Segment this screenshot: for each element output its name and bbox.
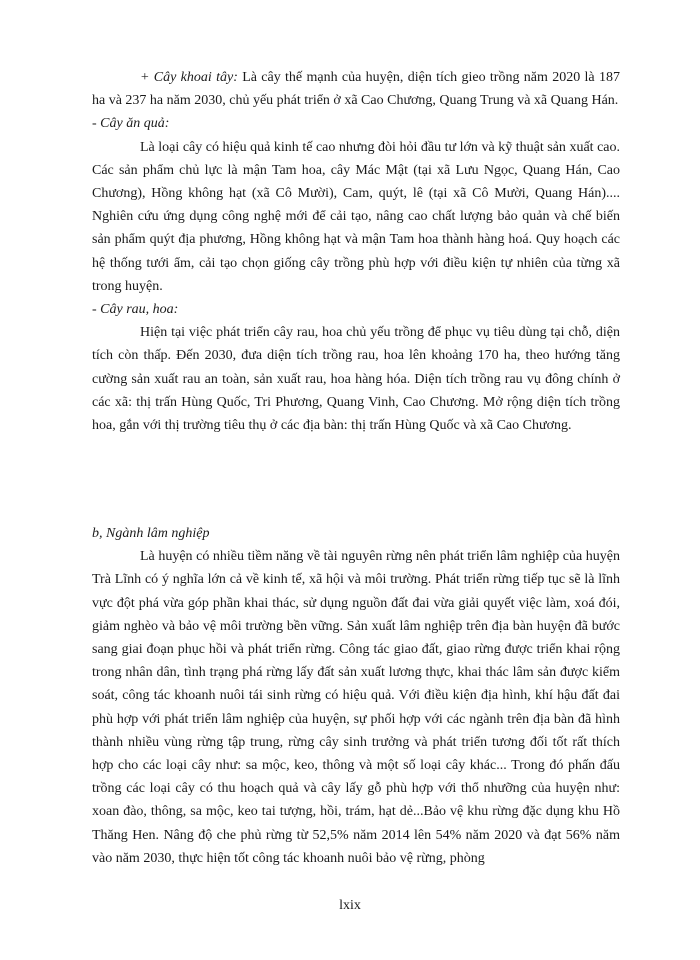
potato-paragraph bbox=[92, 66, 620, 112]
vegetables-paragraph: Hiện tại việc phát triển cây rau, hoa chủ yếu trồng để phục vụ tiêu dùng tại chỗ, diện tích còn thấp. Đến 2030, đưa diện tích trồng rau, hoa lên khoảng 170 ha, theo hướng tăng cường sản xuất rau an toàn, sản xuất rau, hoa hàng hóa. Diện tích trồng rau vụ đông chính ở các xã: thị trấn Hùng Quốc, Tri Phương, Quang Vinh, Cao Chương. Mở rộng diện tích trồng hoa, gắn với thị trường tiêu thụ ở các địa bàn: thị trấn Hùng Quốc và xã Cao Chương. bbox=[92, 325, 620, 434]
vegetables-heading: - Cây rau, hoa: bbox=[92, 302, 179, 318]
forestry-section bbox=[92, 522, 620, 870]
page-number: lxix bbox=[339, 898, 361, 913]
potato-text: Là cây thế mạnh của huyện, diện tích gieo trồng năm 2020 là 187 ha và 237 ha năm 2030, chủ yếu phát triển ở xã Cao Chương, Quang Trung và xã Quang Hán. bbox=[92, 70, 620, 109]
forestry-heading: b, Ngành lâm nghiệp bbox=[92, 526, 210, 541]
fruit-paragraph: Là loại cây có hiệu quả kinh tế cao nhưng đòi hỏi đầu tư lớn và kỹ thuật sản xuất cao. Các sản phẩm chủ lực là mận Tam hoa, cây Mác Mật (tại xã Lưu Ngọc, Quang Hán, Cao Chương), Hồng không hạt (xã Cô Mười), Cam, quýt, lê (tại xã Cô Mười, Quang Hán).... Nghiên cứu ứng dụng công nghệ mới để cải tạo, nâng cao chất lượng bảo quản và chế biến sản phẩm quýt địa phương, Hồng không hạt và mận Tam hoa thành hàng hoá. Quy hoạch các hệ thống tưới ẩm, cải tạo chọn giống cây trồng phù hợp với điều kiện tự nhiên của từng xã trong huyện. bbox=[92, 139, 620, 294]
forestry-paragraph: Là huyện có nhiều tiềm năng về tài nguyên rừng nên phát triển lâm nghiệp của huyện Trà Lĩnh có ý nghĩa lớn cả về kinh tế, xã hội và môi trường. Phát triển rừng tiếp tục sẽ là lĩnh vực đột phá vừa góp phần khai thác, sử dụng nguồn đất đai vừa giải quyết việc làm, xoá đói, giảm nghèo và bảo vệ môi trường bền vững. Sản xuất lâm nghiệp trên địa bàn huyện đã bước sang giai đoạn phục hồi và phát triển rừng. Công tác giao đất, giao rừng được triển khai rộng trong nhân dân, tình trạng phá rừng lấy đất sản xuất lương thực, khai thác lâm sản được kiểm soát, công tác khoanh nuôi tái sinh rừng có hiệu quả. Với điều kiện địa hình, khí hậu đất đai phù hợp với phát triển lâm nghiệp của huyện, sự phối hợp với các ngành trên địa bàn đã hình thành nhiều vùng rừng tập trung, rừng cây sinh trưởng và phát triển tương đối tốt rất thích hợp cho các loại cây như: sa mộc, keo, thông và một số loại cây khác... Trong đó phấn đấu trồng các loại cây có thu hoạch quả và cây lấy gỗ phù hợp với thổ nhưỡng của huyện như: xoan đào, thông, sa mộc, keo tai tượng, hồi, trám, hạt dẻ...Bảo vệ khu rừng đặc dụng khu Hồ Thăng Hen. Nâng độ che phủ rừng từ 52,5% năm 2014 lên 54% năm 2020 và đạt 56% năm vào năm 2030, thực hiện tốt công tác khoanh nuôi bảo vệ rừng, phòng bbox=[92, 549, 620, 866]
fruit-heading: - Cây ăn quả: bbox=[92, 116, 170, 132]
potato-label: + Cây khoai tây: bbox=[140, 70, 238, 85]
crops-section bbox=[92, 66, 620, 437]
